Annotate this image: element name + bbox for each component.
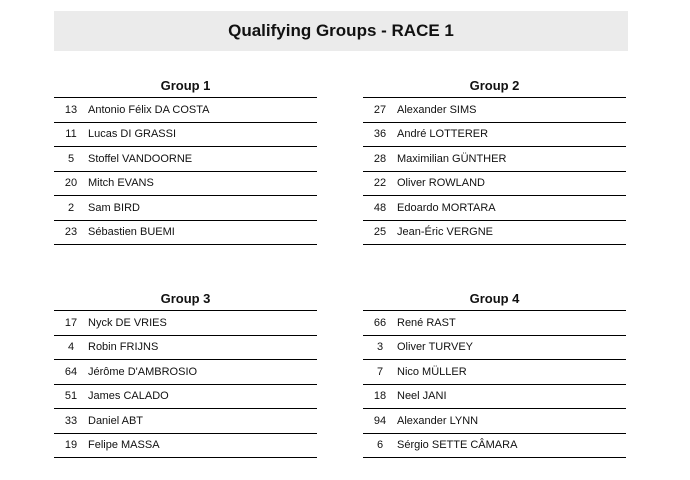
driver-row [54, 172, 317, 197]
driver-number: 13 [64, 103, 78, 116]
driver-row [363, 147, 626, 172]
driver-row [54, 409, 317, 434]
driver-row [363, 196, 626, 221]
driver-number: 2 [67, 201, 75, 214]
group-title: Group 3 [54, 288, 317, 311]
driver-name: James CALADO [88, 390, 169, 403]
driver-row [54, 360, 317, 385]
driver-number: 19 [64, 439, 78, 452]
driver-name: Jérôme D'AMBROSIO [88, 365, 198, 378]
group-3-table [54, 288, 317, 458]
driver-name: Edoardo MORTARA [397, 201, 496, 214]
driver-row [54, 196, 317, 221]
driver-name: Daniel ABT [88, 414, 144, 427]
group-title: Group 4 [363, 288, 626, 311]
driver-number: 28 [373, 152, 387, 165]
driver-name: Felipe MASSA [88, 439, 160, 452]
driver-number: 6 [376, 439, 384, 452]
driver-row [363, 385, 626, 410]
driver-number: 51 [64, 390, 78, 403]
driver-row [363, 409, 626, 434]
driver-name: Stoffel VANDOORNE [88, 152, 193, 165]
driver-number: 48 [373, 201, 387, 214]
driver-number: 4 [67, 341, 75, 354]
driver-number: 17 [64, 316, 78, 329]
driver-row [54, 336, 317, 361]
driver-number: 27 [373, 103, 387, 116]
driver-name: Mitch EVANS [88, 177, 154, 190]
driver-row [54, 147, 317, 172]
driver-name: Antonio Félix DA COSTA [88, 103, 210, 116]
driver-name: Sérgio SETTE CÂMARA [397, 439, 518, 452]
driver-number: 7 [376, 365, 384, 378]
driver-name: Nyck DE VRIES [88, 316, 167, 329]
driver-number: 5 [67, 152, 75, 165]
driver-name: Oliver ROWLAND [397, 177, 486, 190]
driver-name: Maximilian GÜNTHER [397, 152, 507, 165]
driver-row [363, 434, 626, 459]
driver-name: Oliver TURVEY [397, 341, 474, 354]
driver-number: 64 [64, 365, 78, 378]
group-title: Group 1 [54, 75, 317, 98]
driver-row [54, 221, 317, 246]
driver-number: 25 [373, 226, 387, 239]
group-4-table [363, 288, 626, 458]
driver-number: 11 [65, 128, 77, 141]
group-1-table [54, 75, 317, 245]
driver-row [363, 172, 626, 197]
driver-name: Robin FRIJNS [88, 341, 159, 354]
driver-row [363, 336, 626, 361]
driver-number: 33 [64, 414, 78, 427]
driver-number: 22 [373, 177, 387, 190]
driver-row [54, 98, 317, 123]
driver-name: Sébastien BUEMI [88, 226, 175, 239]
group-title: Group 2 [363, 75, 626, 98]
driver-number: 23 [64, 226, 78, 239]
driver-row [54, 311, 317, 336]
driver-name: Sam BIRD [88, 201, 140, 214]
driver-name: Nico MÜLLER [397, 365, 467, 378]
driver-row [363, 123, 626, 148]
driver-row [54, 434, 317, 459]
driver-number: 66 [373, 316, 387, 329]
driver-number: 18 [373, 390, 387, 403]
driver-row [363, 311, 626, 336]
driver-number: 20 [64, 177, 78, 190]
driver-row [363, 360, 626, 385]
driver-row [363, 98, 626, 123]
driver-name: Alexander SIMS [397, 103, 477, 116]
driver-row [54, 123, 317, 148]
driver-name: Neel JANI [397, 390, 447, 403]
group-2-table [363, 75, 626, 245]
driver-name: Lucas DI GRASSI [88, 128, 177, 141]
driver-name: Jean-Éric VERGNE [397, 226, 493, 239]
driver-row [363, 221, 626, 246]
driver-name: André LOTTERER [397, 128, 489, 141]
page-title: Qualifying Groups - RACE 1 [54, 11, 628, 51]
driver-row [54, 385, 317, 410]
driver-number: 94 [373, 414, 387, 427]
driver-number: 3 [376, 341, 384, 354]
driver-name: René RAST [397, 316, 456, 329]
driver-name: Alexander LYNN [397, 414, 479, 427]
driver-number: 36 [373, 128, 387, 141]
